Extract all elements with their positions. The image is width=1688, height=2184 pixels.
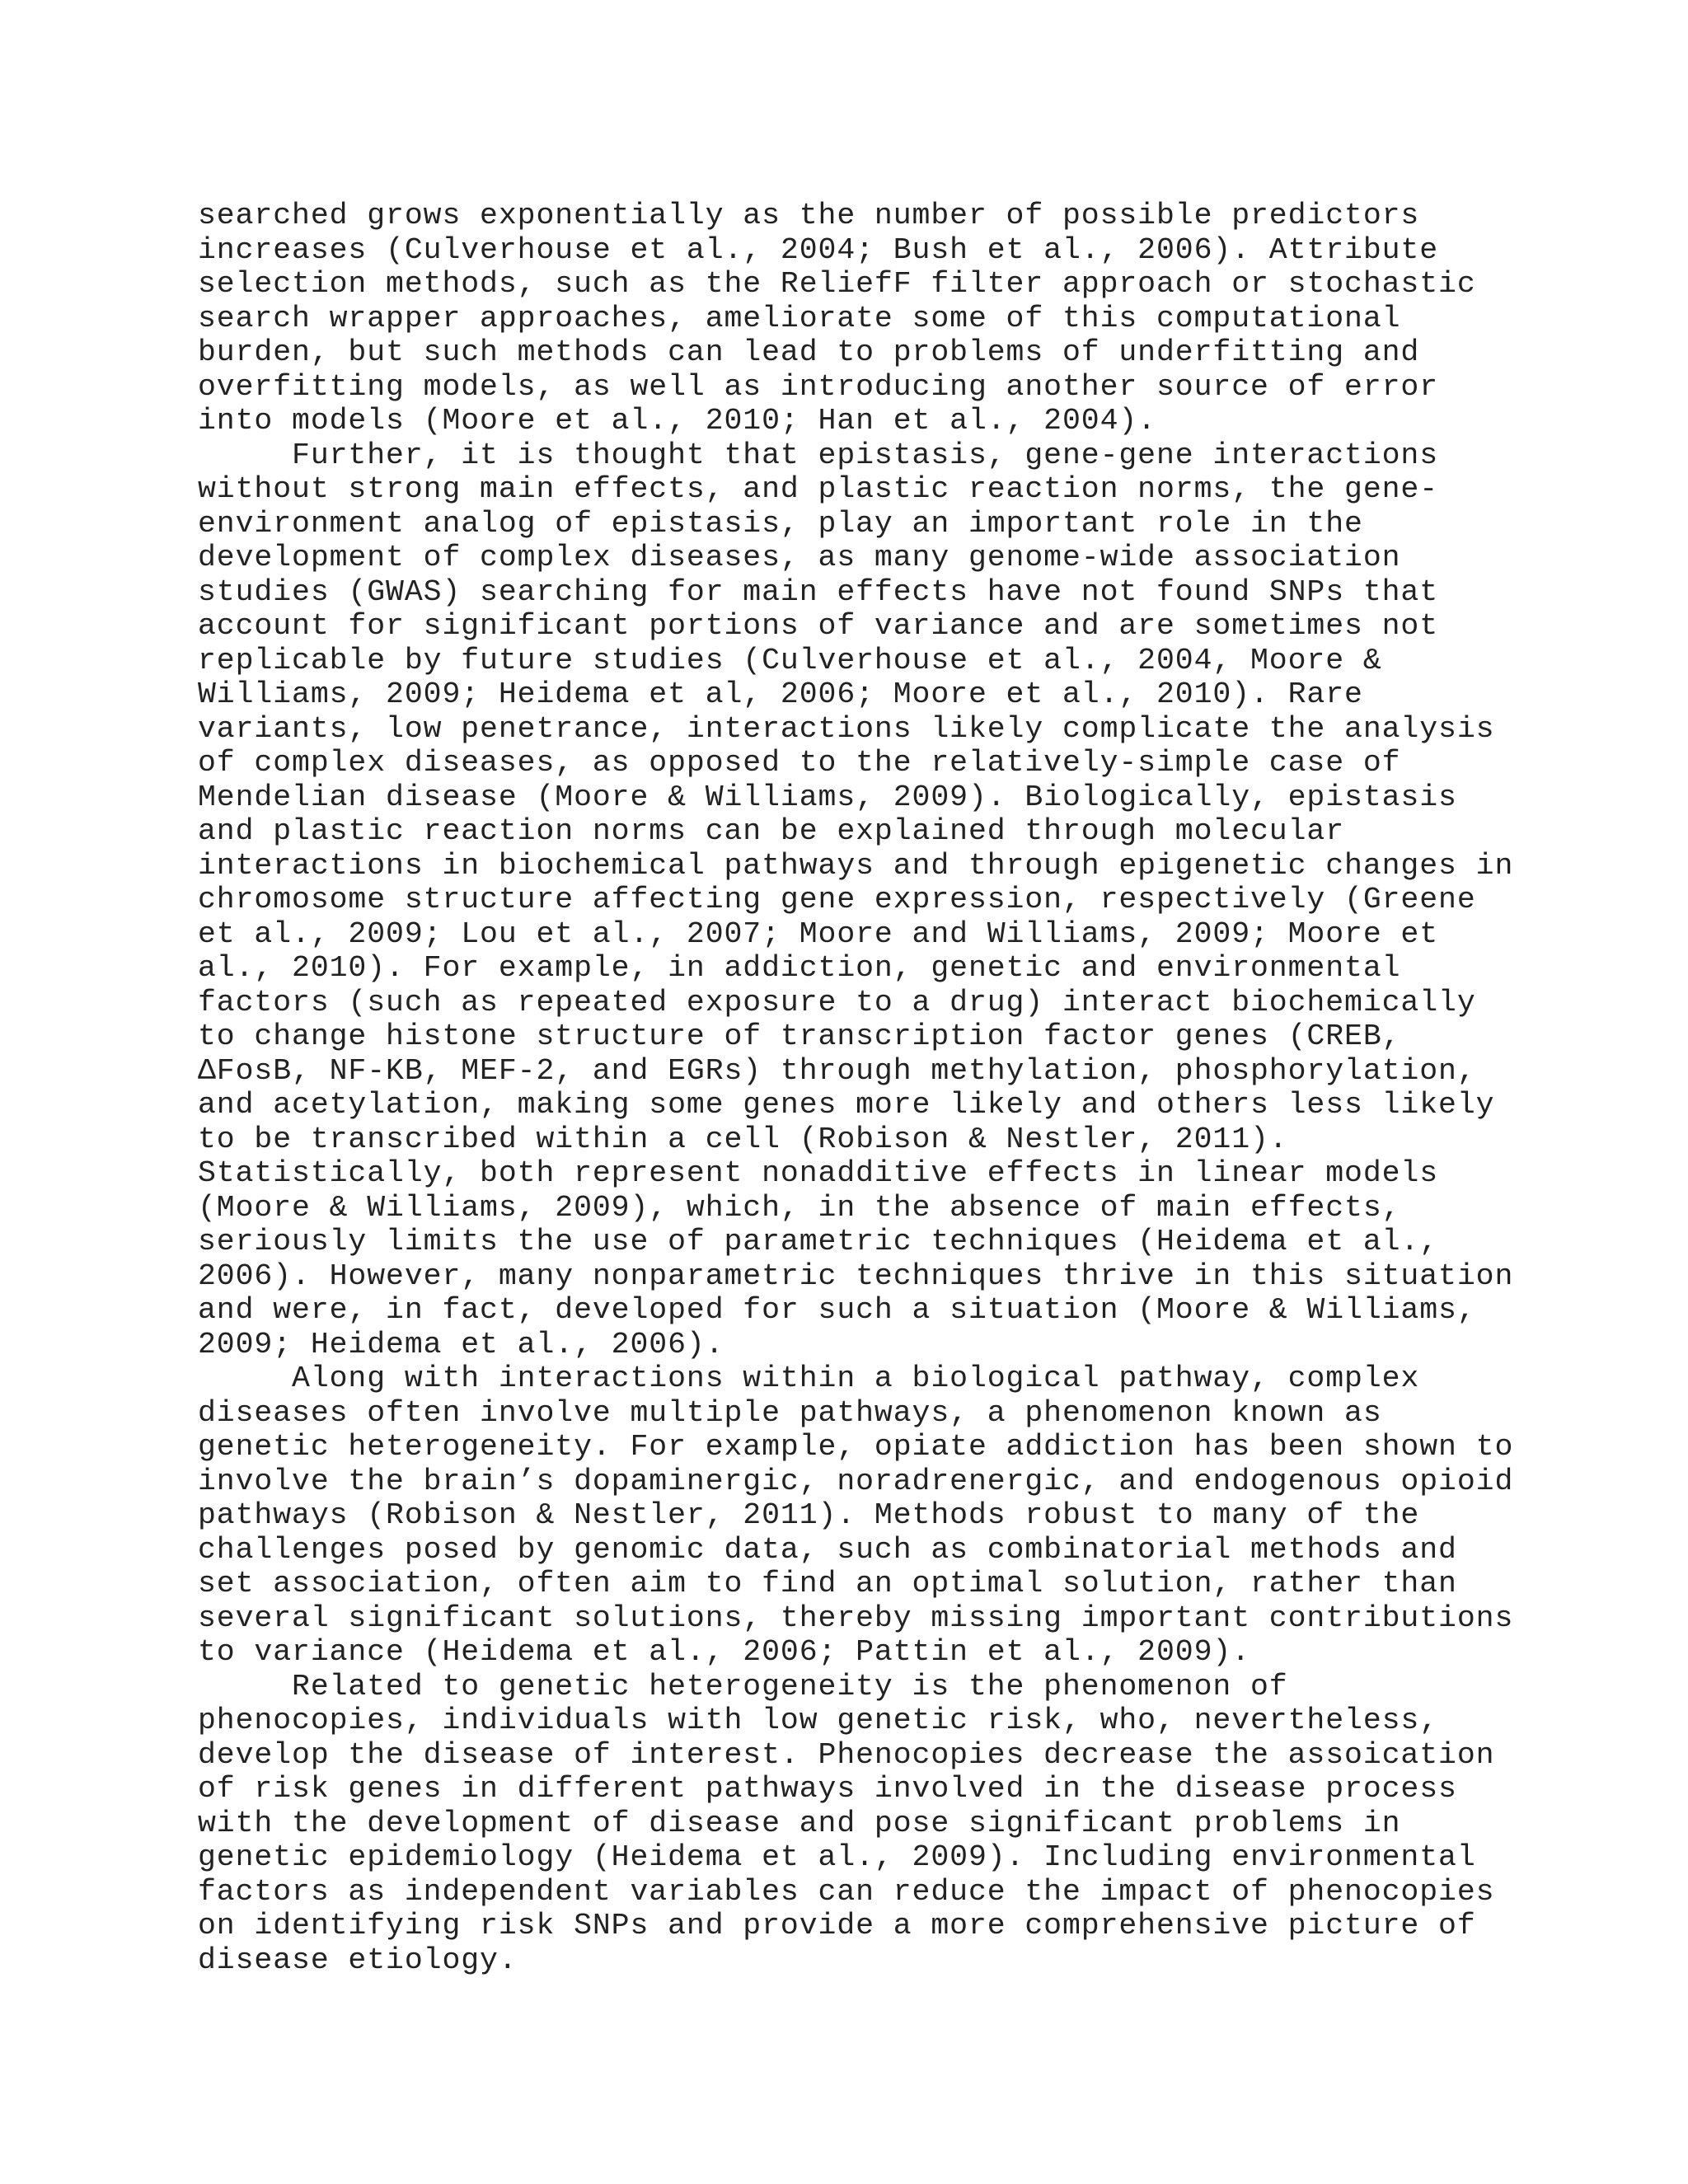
text-line: of complex diseases, as opposed to the relatively-simple case of: [198, 746, 1401, 780]
text-line: searched grows exponentially as the number of possible predictors: [198, 199, 1420, 232]
text-line: factors as independent variables can reduce the impact of phenocopies: [198, 1874, 1495, 1909]
text-line: [198, 1977, 1517, 2012]
text-line: diseases often involve multiple pathways, a phenomenon known as: [198, 1395, 1382, 1430]
text-line: into models (Moore et al., 2010; Han et al., 2004).: [198, 404, 1156, 438]
text-line: development of complex diseases, as many genome-wide association: [198, 541, 1401, 574]
text-line: seriously limits the use of parametric techniques (Heidema et al.,: [198, 1225, 1439, 1258]
text-line: and were, in fact, developed for such a situation (Moore & Williams,: [198, 1293, 1476, 1327]
text-line: Williams, 2009; Heidema et al, 2006; Moore et al., 2010). Rare: [198, 677, 1363, 711]
text-line: of risk genes in different pathways involved in the disease process: [198, 1772, 1457, 1806]
text-line: to variance (Heidema et al., 2006; Pattin et al., 2009).: [198, 1635, 1250, 1669]
text-line: factors (such as repeated exposure to a drug) interact biochemically: [198, 985, 1476, 1019]
text-line: without strong main effects, and plastic reaction norms, the gene-: [198, 472, 1439, 506]
text-line: with the development of disease and pose significant problems in: [198, 1806, 1401, 1840]
text-line: challenges posed by genomic data, such as combinatorial methods and: [198, 1532, 1457, 1567]
text-line: on identifying risk SNPs and provide a more comprehensive picture of: [198, 1909, 1476, 1943]
text-line: (Moore & Williams, 2009), which, in the absence of main effects,: [198, 1190, 1401, 1225]
text-line: Mendelian disease (Moore & Williams, 2009). Biologically, epistasis: [198, 780, 1457, 814]
text-line: several significant solutions, thereby missing important contributions: [198, 1601, 1514, 1635]
text-line: set association, often aim to find an optimal solution, rather than: [198, 1567, 1457, 1601]
document-page: [198, 199, 1517, 2012]
text-line: studies (GWAS) searching for main effects have not found SNPs that: [198, 574, 1439, 609]
text-line: replicable by future studies (Culverhouse et al., 2004, Moore &: [198, 643, 1382, 677]
text-line: genetic epidemiology (Heidema et al., 2009). Including environmental: [198, 1840, 1476, 1874]
text-line: pathways (Robison & Nestler, 2011). Methods robust to many of the: [198, 1498, 1420, 1532]
text-line: environment analog of epistasis, play an important role in the: [198, 506, 1363, 541]
text-line: phenocopies, individuals with low genetic risk, who, nevertheless,: [198, 1704, 1439, 1737]
text-line: to be transcribed within a cell (Robison & Nestler, 2011).: [198, 1122, 1288, 1156]
text-line: search wrapper approaches, ameliorate some of this computational: [198, 301, 1401, 335]
text-line: Along with interactions within a biological pathway, complex: [198, 1361, 1420, 1395]
text-line: develop the disease of interest. Phenocopies decrease the assoication: [198, 1737, 1495, 1772]
text-line: variants, low penetrance, interactions likely complicate the analysis: [198, 711, 1495, 746]
text-line: and plastic reaction norms can be explained through molecular: [198, 814, 1345, 848]
text-line: interactions in biochemical pathways and through epigenetic changes in: [198, 848, 1514, 883]
text-line: account for significant portions of variance and are sometimes not: [198, 609, 1439, 643]
text-line: burden, but such methods can lead to problems of underfitting and: [198, 335, 1420, 369]
text-line: al., 2010). For example, in addiction, genetic and environmental: [198, 951, 1401, 985]
text-line: 2006). However, many nonparametric techniques thrive in this situation: [198, 1258, 1514, 1293]
text-line: involve the brain’s dopaminergic, noradrenergic, and endogenous opioid: [198, 1464, 1514, 1498]
text-line: genetic heterogeneity. For example, opiate addiction has been shown to: [198, 1430, 1514, 1464]
body-text: [198, 199, 1517, 2012]
text-line: Related to genetic heterogeneity is the phenomenon of: [198, 1669, 1288, 1704]
text-line: et al., 2009; Lou et al., 2007; Moore and Williams, 2009; Moore et: [198, 916, 1439, 951]
text-line: Further, it is thought that epistasis, gene-gene interactions: [198, 438, 1439, 472]
text-line: increases (Culverhouse et al., 2004; Bush et al., 2006). Attribute: [198, 232, 1439, 267]
text-line: selection methods, such as the ReliefF filter approach or stochastic: [198, 267, 1476, 301]
text-line: and acetylation, making some genes more likely and others less likely: [198, 1088, 1495, 1122]
text-line: to change histone structure of transcription factor genes (CREB,: [198, 1019, 1401, 1053]
text-line: 2009; Heidema et al., 2006).: [198, 1327, 724, 1361]
text-line: overfitting models, as well as introducing another source of error: [198, 369, 1439, 404]
text-line: chromosome structure affecting gene expression, respectively (Greene: [198, 883, 1476, 916]
text-line: disease etiology.: [198, 1943, 518, 1977]
text-line: Statistically, both represent nonadditive effects in linear models: [198, 1156, 1439, 1190]
text-line: ΔFosB, NF-KB, MEF-2, and EGRs) through methylation, phosphorylation,: [198, 1053, 1476, 1088]
